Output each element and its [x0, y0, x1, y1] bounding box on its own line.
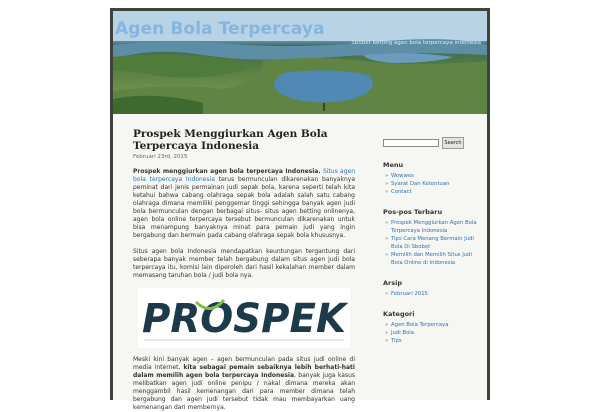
menu-list [383, 172, 483, 196]
archive-item[interactable]: » Februari 2015 [383, 290, 483, 298]
page-inner [113, 11, 487, 411]
blog-description: Sbobet betting agen bola terpercaya indonesia [351, 40, 481, 46]
post-paragraph [133, 168, 355, 240]
post-text: terus bermunculan dikarenakan banyaknya peminat dari jenis permainan judi sepak bola, karena seperti telah kita ketahui bahwa cabang olahraga sepak bola adalah salah satu cabang olahraga dimana memiliki penggemar tinggi sehingga banyak agen judi bola bermunculan dengan berbagai situs- situs agen betting onlinenya, agen bola online terpercaya tersebut bermunculan dikarenakan untuk bisa menampung banyaknya minat para pemain judi yang ingin bergabung dan bermain pada cabang olahraga sepak bola khususnya. [133, 176, 355, 239]
post-link[interactable]: Situs agen bola terpercaya Indonesia [133, 168, 355, 183]
post-bold-text: kita sebagai pemain sebaiknya lebih berhati-hati dalam memilih agen bola terpercaya Indonesia [133, 364, 355, 379]
post-text: Meski kini banyak agen – agen bermunculan pada situs judi online di media internet, [133, 356, 355, 371]
menu-item[interactable]: » Syarat Dan Ketentuan [383, 180, 483, 188]
post-title[interactable]: Prospek Menggiurkan Agen Bola Terpercaya Indonesia [133, 128, 328, 152]
recent-post-item[interactable]: » Memilih dan Memilih Situs Judi Bola Online di Indonesia [383, 251, 483, 267]
main-content [133, 128, 355, 412]
prospek-logo-image [138, 288, 350, 348]
post-bold-text: Prospek menggiurkan agen bola terpercaya Indonesia. [133, 168, 321, 175]
archive-list [383, 290, 483, 298]
search-form [383, 137, 483, 149]
category-item[interactable]: » Agen Bola Terpercaya [383, 321, 483, 329]
menu-heading: Menu [383, 161, 404, 169]
category-list [383, 321, 483, 345]
post-text: , banyak juga kasus melibatkan agen judi online penipu / nakal dimana mereka akan menggambil hasil kemenangan dari para member dimana telah bergabung dan agen judi tersebut tidak mau membayarkan uang kemenangan dari membernya. [133, 372, 355, 411]
sidebar [383, 137, 483, 345]
recent-post-item[interactable]: » Prospek Menggiurkan Agen Bola Terpercaya Indonesia [383, 219, 483, 235]
archive-heading: Arsip [383, 279, 402, 287]
post-date: Februari 23rd, 2015 [133, 154, 188, 160]
menu-item[interactable]: » Contact [383, 188, 483, 196]
post-paragraph [133, 356, 355, 412]
search-input[interactable] [383, 139, 439, 147]
recent-post-item[interactable]: » Tips Cara Menang Bermain Judi Bola Di Sbobet [383, 235, 483, 251]
post-body [133, 168, 355, 412]
category-heading: Kategori [383, 310, 415, 318]
header-banner [113, 11, 487, 114]
search-button[interactable]: Search [442, 137, 464, 149]
prospek-logo-text: PROSPEK [142, 296, 349, 342]
recent-posts-heading: Pos-pos Terbaru [383, 208, 443, 216]
page-frame [110, 8, 490, 411]
menu-item[interactable]: » Wowwes [383, 172, 483, 180]
category-item[interactable]: » Judi Bola [383, 329, 483, 337]
category-item[interactable]: » Tips [383, 337, 483, 345]
recent-posts-list [383, 219, 483, 267]
blog-title[interactable]: Agen Bola Terpercaya [115, 19, 325, 39]
post-paragraph: Situs agen bola Indonesia mendapatkan keuntungan tergantung dari seberapa banyak member telah bergabung dalam situs agen judi bola terpercaya itu, komisi lain diperoleh dari hasil kekalahan member dalam memasang taruhan bola / judi bola nya. [133, 248, 355, 279]
